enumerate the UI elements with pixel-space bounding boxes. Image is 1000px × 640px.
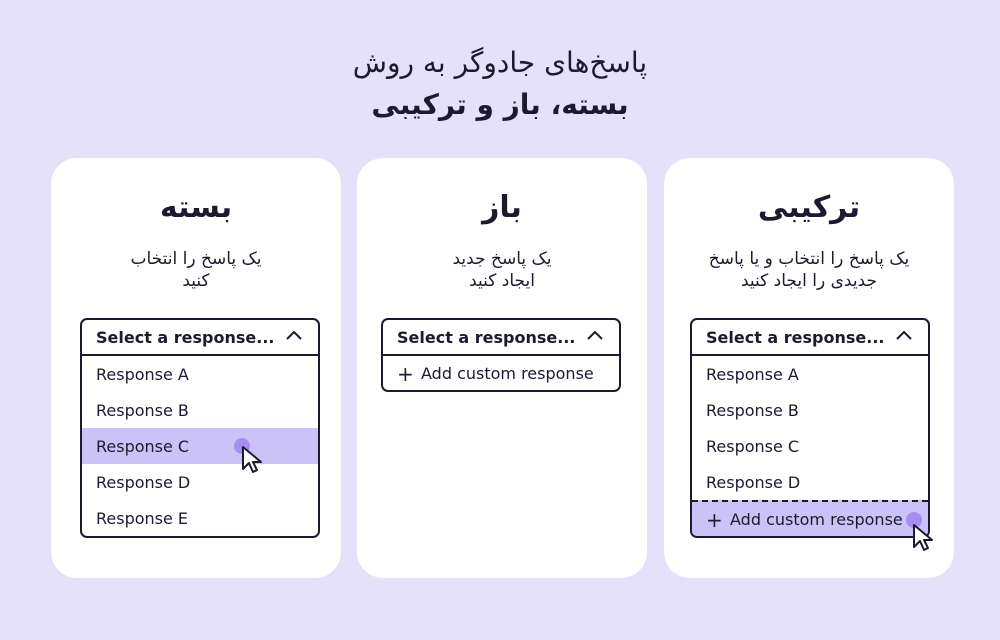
- card-title: باز: [482, 190, 522, 225]
- dropdown-placeholder: Select a response...: [397, 328, 576, 347]
- option-label: Response B: [706, 401, 799, 420]
- chevron-up-icon[interactable]: [286, 330, 302, 340]
- option-label: Response B: [96, 401, 189, 420]
- dropdown-header[interactable]: [692, 320, 928, 356]
- mouse-pointer-icon: [912, 523, 934, 553]
- option-label: Response A: [706, 365, 799, 384]
- response-dropdown[interactable]: [690, 318, 930, 538]
- dropdown-option-d[interactable]: [82, 464, 318, 500]
- dropdown-header[interactable]: [82, 320, 318, 356]
- card-title: ترکیبی: [757, 190, 861, 225]
- card-description: [71, 248, 321, 292]
- plus-icon: +: [397, 362, 414, 386]
- card-description-line: کنید: [182, 271, 210, 291]
- dropdown-option-d[interactable]: [692, 464, 928, 500]
- card-description: [377, 248, 627, 292]
- card-description-line: ایجاد کنید: [469, 271, 535, 291]
- option-label: Response E: [96, 509, 189, 528]
- page-title-line-1: پاسخ‌های جادوگر به روش: [352, 46, 648, 79]
- response-dropdown[interactable]: [381, 318, 621, 392]
- chevron-up-icon[interactable]: [896, 330, 912, 340]
- mixed-card: [664, 158, 954, 578]
- option-label: Response C: [706, 437, 800, 456]
- dropdown-header[interactable]: [383, 320, 619, 356]
- card-description-line: یک پاسخ را انتخاب و یا پاسخ: [708, 249, 910, 269]
- card-description: [684, 248, 934, 292]
- dropdown-option-c[interactable]: [82, 428, 318, 464]
- open-card: [357, 158, 647, 578]
- dropdown-option-b[interactable]: [82, 392, 318, 428]
- add-custom-response-label: Add custom response: [421, 364, 594, 383]
- chevron-up-icon[interactable]: [587, 330, 603, 340]
- closed-card: [51, 158, 341, 578]
- card-title: بسته: [159, 190, 233, 225]
- dropdown-option-b[interactable]: [692, 392, 928, 428]
- response-dropdown[interactable]: [80, 318, 320, 538]
- option-label: Response A: [96, 365, 189, 384]
- dropdown-placeholder: Select a response...: [706, 328, 885, 347]
- card-description-line: جدیدی را ایجاد کنید: [741, 271, 877, 291]
- dropdown-option-c[interactable]: [692, 428, 928, 464]
- mouse-pointer-icon: [241, 445, 263, 475]
- dropdown-placeholder: Select a response...: [96, 328, 275, 347]
- card-description-line: یک پاسخ را انتخاب: [130, 249, 262, 269]
- card-description-line: یک پاسخ جدید: [452, 249, 552, 269]
- dropdown-option-e[interactable]: [82, 500, 318, 536]
- page-title-line-2: بسته، باز و ترکیبی: [371, 88, 629, 121]
- dropdown-option-a[interactable]: [82, 356, 318, 392]
- add-custom-response-button[interactable]: [383, 356, 619, 390]
- plus-icon: +: [706, 508, 723, 532]
- add-custom-response-button[interactable]: [692, 500, 928, 536]
- option-label: Response D: [96, 473, 191, 492]
- option-label: Response C: [96, 437, 190, 456]
- option-label: Response D: [706, 473, 801, 492]
- add-custom-response-label: Add custom response: [730, 510, 903, 529]
- dropdown-option-a[interactable]: [692, 356, 928, 392]
